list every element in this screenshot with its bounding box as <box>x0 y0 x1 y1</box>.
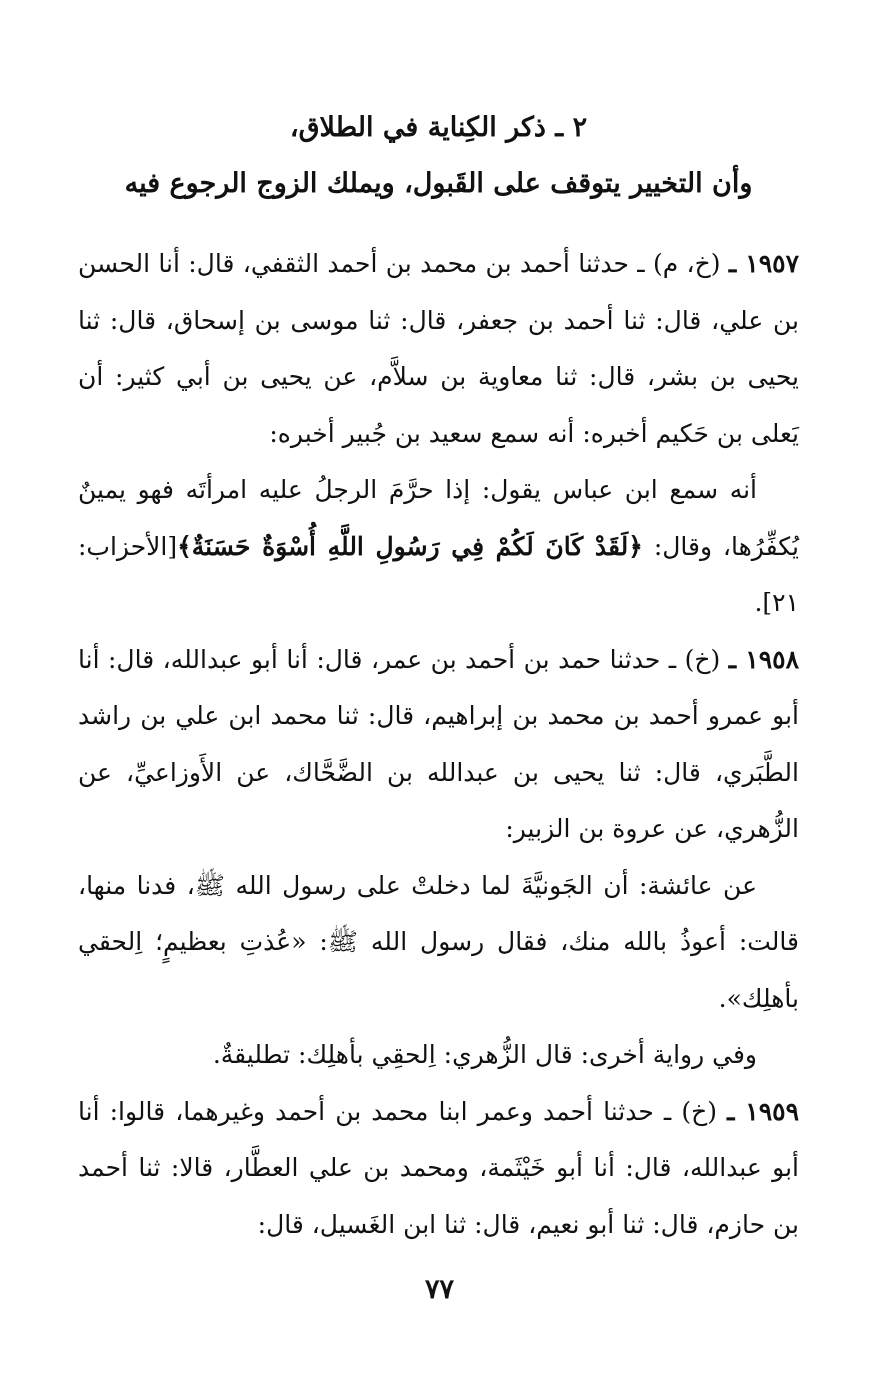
hadith-text: أنه سمع ابن عباس يقول: إذا حرَّمَ الرجلُ عليه امرأتَه فهو يمينٌ يُكفِّرُها، وقال: <box>78 475 799 561</box>
quran-verse: ﴿لَقَدْ كَانَ لَكُمْ فِي رَسُولِ اللَّهِ أُسْوَةٌ حَسَنَةٌ﴾ <box>177 531 643 561</box>
hadith-1958-variant <box>78 1027 799 1084</box>
hadith-chain: (خ) ـ حدثنا حمد بن أحمد بن عمر، قال: أنا أبو عبدالله، قال: أنا أبو عمرو أحمد بن محمد بن إبراهيم، قال: ثنا محمد ابن علي بن راشد الطَّبَري، قال: ثنا يحيى بن عبدالله بن الضَّحَّاك، عن الأَوزاعيِّ، عن الزُّهري، عن عروة بن الزبير: <box>78 644 799 843</box>
page-content <box>78 100 799 1253</box>
hadith-chain: (خ) ـ حدثنا أحمد وعمر ابنا محمد بن أحمد وغيرهما، قالوا: أنا أبو عبدالله، قال: أنا أبو خَيْثَمة، ومحمد بن علي العطَّار، قالا: ثنا أحمد بن حازم، قال: ثنا أبو نعيم، قال: ثنا ابن الغَسيل، قال: <box>78 1096 799 1239</box>
hadith-chain: (خ، م) ـ حدثنا أحمد بن محمد بن أحمد الثقفي، قال: أنا الحسن بن علي، قال: ثنا أحمد بن جعفر، قال: ثنا موسى بن إسحاق، قال: ثنا يحيى بن بشر، قال: ثنا معاوية بن سلاَّم، عن يحيى بن أبي كثير: أن يَعلى بن حَكيم أخبره: أنه سمع سعيد بن جُبير أخبره: <box>78 249 799 448</box>
quran-reference: [الأحزاب: ٢١]. <box>78 531 799 617</box>
hadith-text: عن عائشة: أن الجَونيَّةَ لما دخلتْ على رسول الله ﷺ، فدنا منها، قالت: أعوذُ بالله منك، فقال رسول الله ﷺ: «عُذتِ بعظيمٍ؛ اِلحقي بأهلِك». <box>78 870 799 1013</box>
page-number: ٧٧ <box>424 1274 454 1305</box>
hadith-text: وفي رواية أخرى: قال الزُّهري: اِلحقِي بأهلِك: تطليقةٌ. <box>212 1040 757 1069</box>
hadith-1959 <box>78 1084 799 1254</box>
chapter-title-line-2: وأن التخيير يتوقف على القَبول، ويملك الزوج الرجوع فيه <box>124 168 753 199</box>
body-text <box>78 236 799 1253</box>
hadith-1958 <box>78 632 799 858</box>
chapter-title-line-1: ٢ ـ ذكر الكِناية في الطلاق، <box>289 112 588 143</box>
hadith-1957 <box>78 236 799 462</box>
hadith-number: ١٩٥٧ ـ <box>728 249 799 278</box>
hadith-1957-matn <box>78 462 799 632</box>
hadith-number: ١٩٥٨ ـ <box>728 644 800 674</box>
hadith-number: ١٩٥٩ ـ <box>727 1096 800 1126</box>
hadith-1958-matn <box>78 858 799 1028</box>
